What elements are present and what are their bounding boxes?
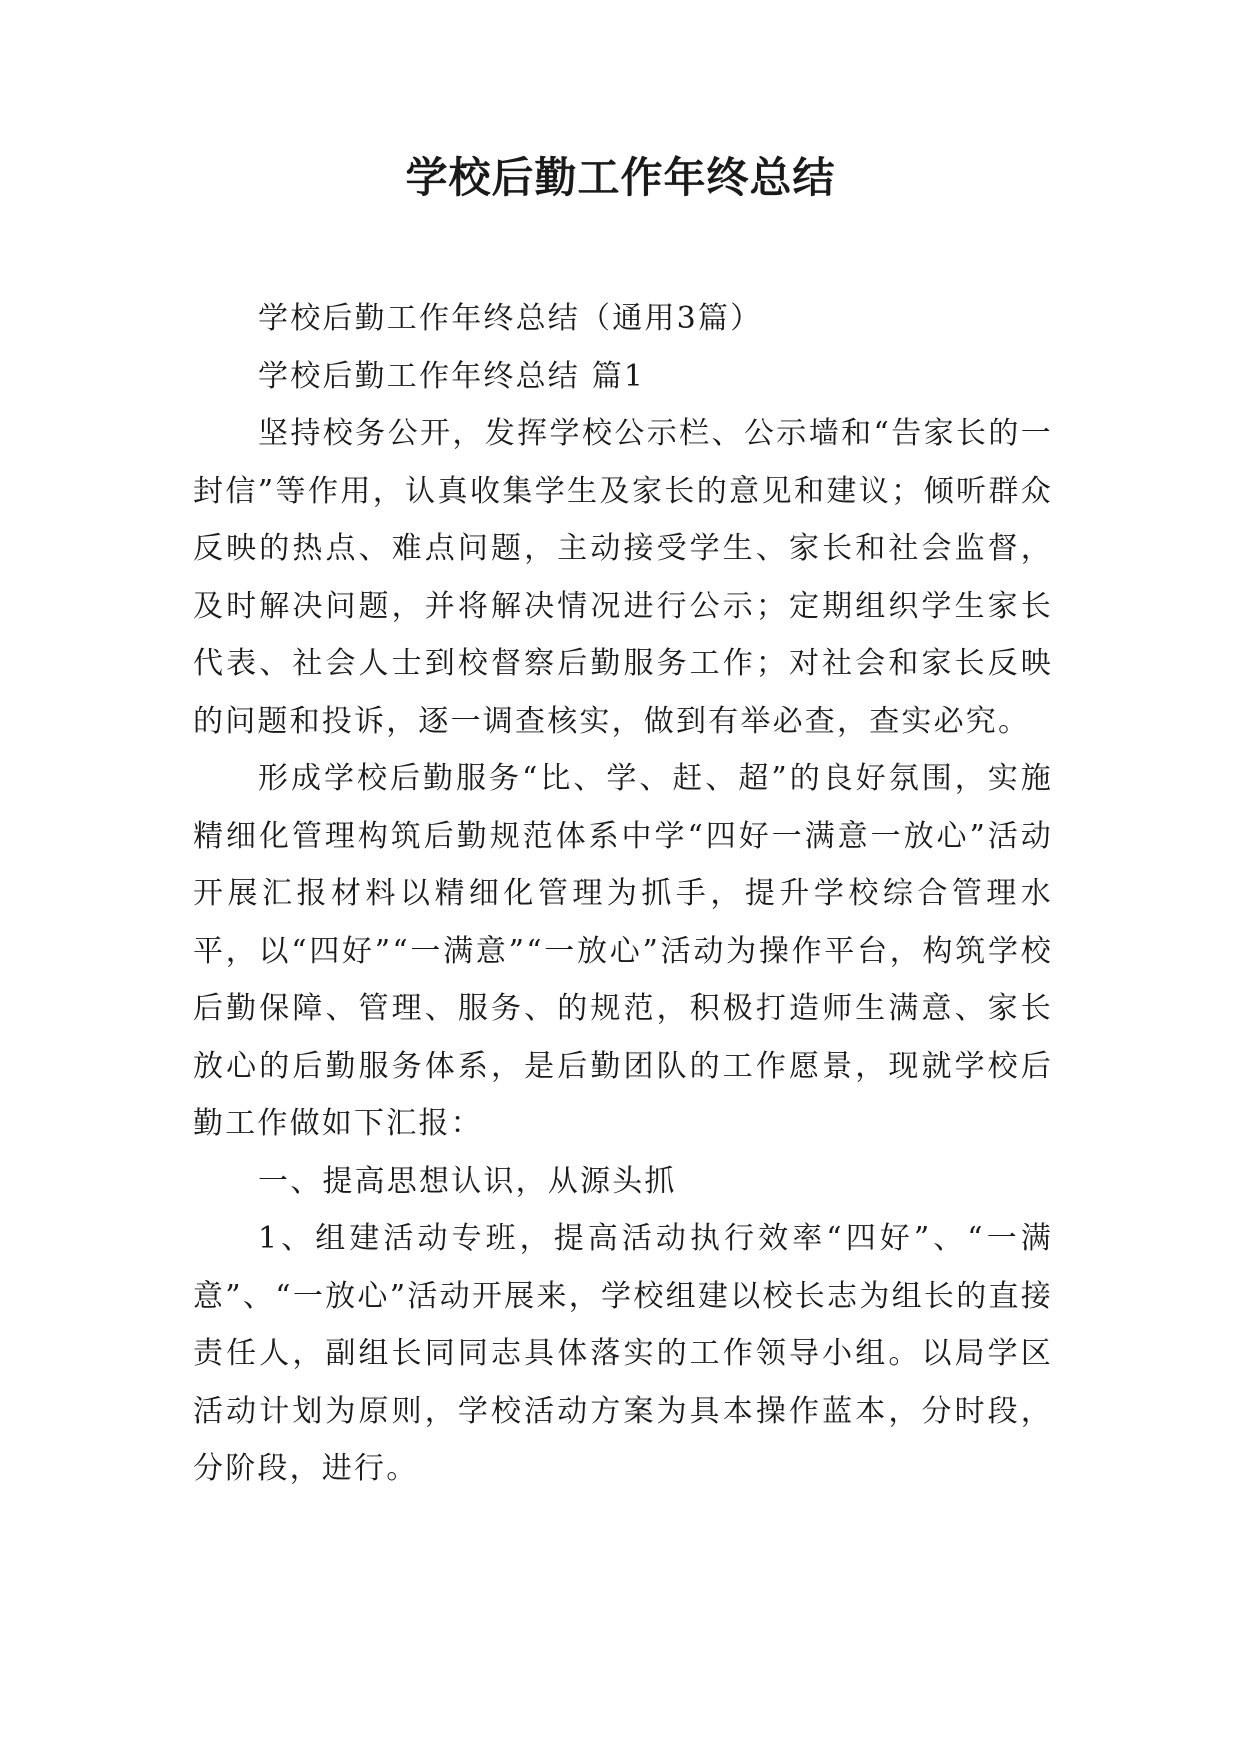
body-paragraph: 1、组建活动专班，提高活动执行效率“四好”、“一满意”、“一放心”活动开展来，学校组建以校长志为组长的直接责任人，副组长同同志具体落实的工作领导小组。以局学区活动计划为原则，学校活动方案为具本操作蓝本，分时段，分阶段，进行。 bbox=[193, 1221, 1053, 1486]
body-paragraph: 形成学校后勤服务“比、学、赶、超”的良好氛围，实施精细化管理构筑后勤规范体系中学“四好一满意一放心”活动开展汇报材料以精细化管理为抓手，提升学校综合管理水平，以“四好”“一满意”“一放心”活动为操作平台，构筑学校后勤保障、管理、服务、的规范，积极打造师生满意、家长放心的后勤服务体系，是后勤团队的工作愿景，现就学校后勤工作做如下汇报： bbox=[193, 761, 1053, 1141]
document-body bbox=[193, 290, 1053, 1498]
subtitle-paragraph: 学校后勤工作年终总结（通用3篇） bbox=[258, 301, 763, 336]
subsection-heading: 一、提高思想认识，从源头抓 bbox=[258, 1163, 677, 1199]
body-paragraph: 坚持校务公开，发挥学校公示栏、公示墙和“告家长的一封信”等作用，认真收集学生及家长的意见和建议；倾听群众反映的热点、难点问题，主动接受学生、家长和社会监督，及时解决问题，并将解决情况进行公示；定期组织学生家长代表、社会人士到校督察后勤服务工作；对社会和家长反映的问题和投诉，逐一调查核实，做到有举必查，查实必究。 bbox=[193, 416, 1053, 739]
document-title: 学校后勤工作年终总结 bbox=[405, 153, 836, 202]
section-heading: 学校后勤工作年终总结 篇1 bbox=[258, 358, 646, 394]
